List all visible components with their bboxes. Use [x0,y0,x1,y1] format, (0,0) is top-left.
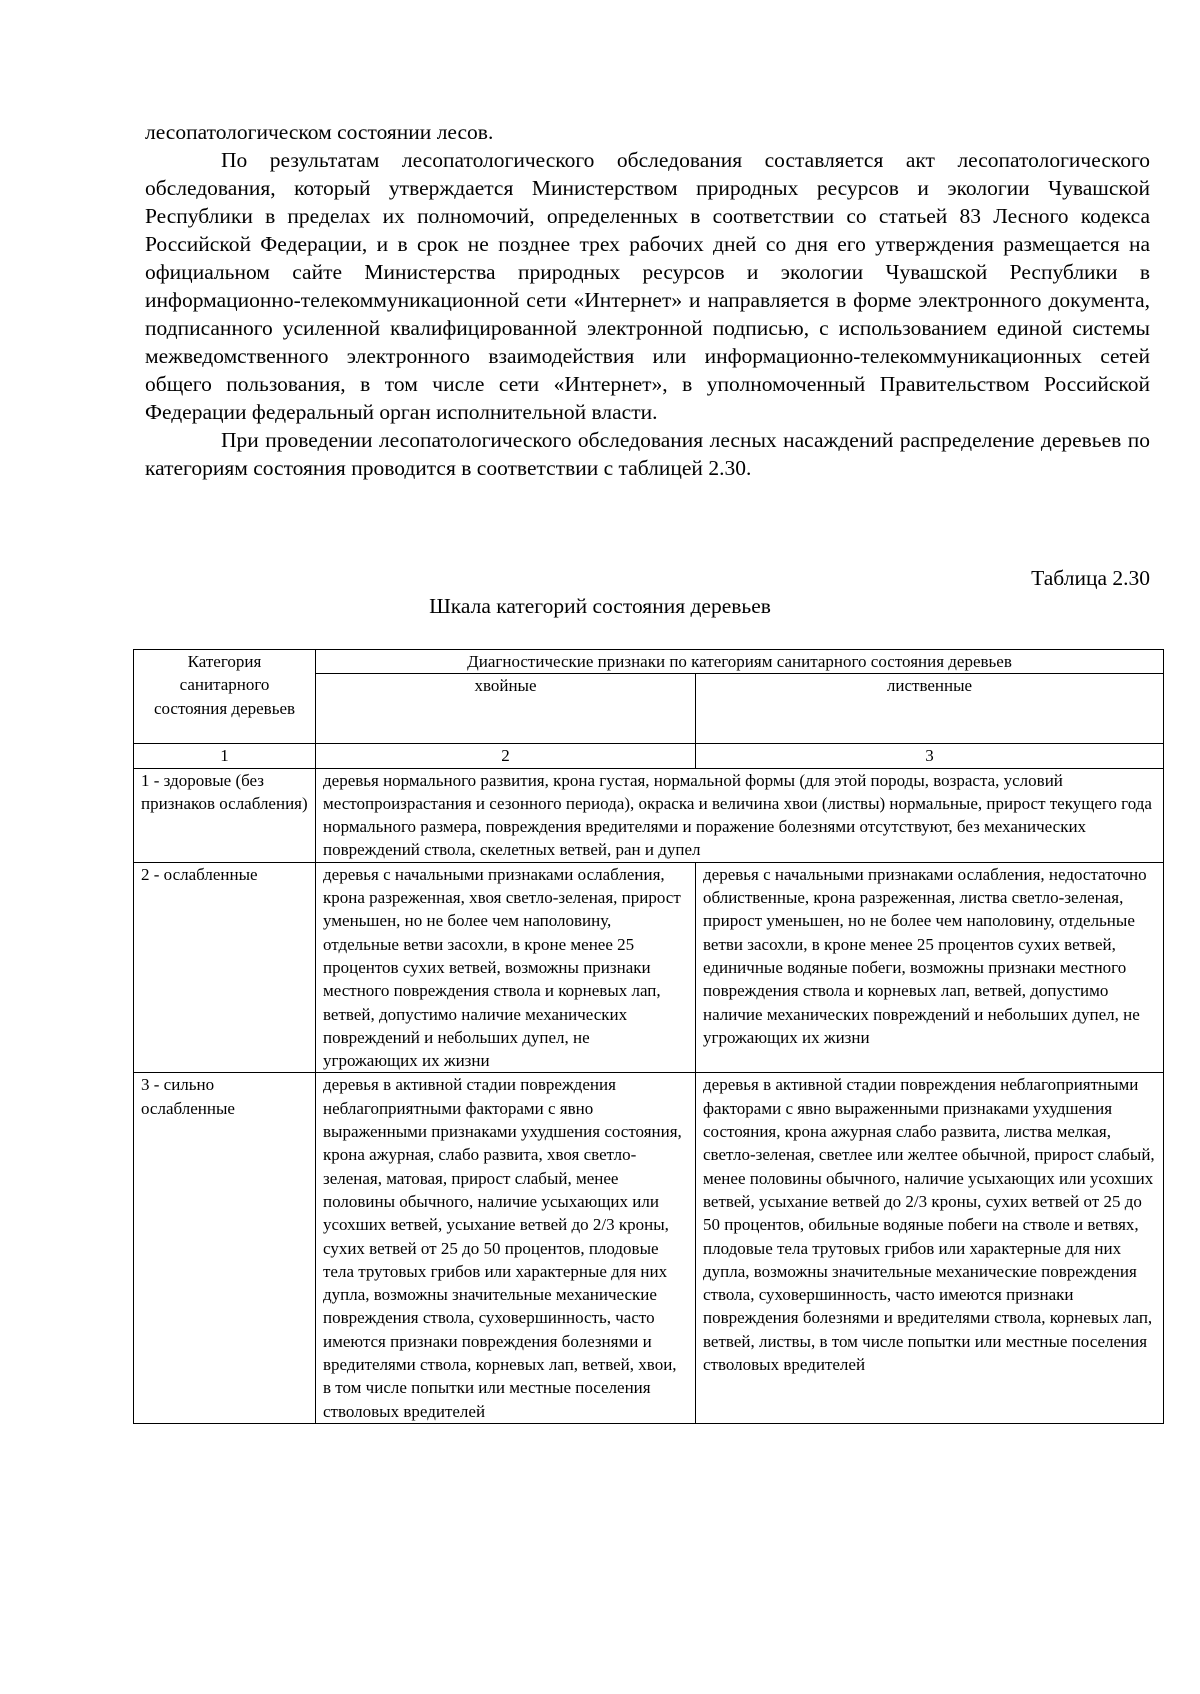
table-row [134,1073,1164,1423]
header-deciduous: лиственные [696,674,1164,744]
paragraph-distribution: При проведении лесопатологического обследования лесных насаждений распределение деревьев по категориям состояния проводится в соответствии с таблицей 2.30. [145,428,1150,480]
header-category: Категория санитарного состояния деревьев [134,650,316,744]
header-diagnostic: Диагностические признаки по категориям санитарного состояния деревьев [316,650,1164,674]
paragraph-act: По результатам лесопатологического обследования составляется акт лесопатологического обследования, который утверждается Министерством природных ресурсов и экологии Чувашской Республики в пределах их полномочий, определенных в соответствии со статьей 83 Лесного кодекса Российской Федерации, и в срок не позднее трех рабочих дней со дня его утверждения размещается на официальном сайте Министерства природных ресурсов и экологии Чувашской Республики в информационно-телекоммуникационной сети «Интернет» и направляется в форме электронного документа, подписанного усиленной квалифицированной электронной подписью, с использованием единой системы межведомственного электронного взаимодействия или информационно-телекоммуникационных сетей общего пользования, в том числе сети «Интернет», в уполномоченный Правительством Российской Федерации федеральный орган исполнительной власти. [145,148,1150,424]
row-common-signs: деревья нормального развития, крона густая, нормальной формы (для этой породы, возраста, условий местопроизрастания и сезонного периода), окраска и величина хвои (листвы) нормальные, прирост текущего года нормального размера, повреждения вредителями и поражение болезнями отсутствуют, без механических повреждений ствола, скелетных ветвей, ран и дупел [316,768,1164,862]
table-row [134,862,1164,1073]
table-title: Шкала категорий состояния деревьев [429,594,771,618]
paragraph-continuation: лесопатологическом состоянии лесов. [145,120,494,144]
row-conifer-signs: деревья с начальными признаками ослабления, крона разреженная, хвоя светло-зеленая, прирост уменьшен, но не более чем наполовину, отдельные ветви засохли, в кроне менее 25 процентов сухих ветвей, возможны признаки местного повреждения ствола и корневых лап, ветвей, допустимо наличие механических повреждений и небольших дупел, не угрожающих их жизни [316,862,696,1073]
row-category: 1 - здоровые (без признаков ослабления) [134,768,316,862]
tree-condition-table [133,649,1164,1424]
column-number-2: 2 [316,744,696,768]
row-category: 2 - ослабленные [134,862,316,1073]
row-deciduous-signs: деревья с начальными признаками ослабления, недостаточно облиственные, крона разреженная, листва светло-зеленая, прирост уменьшен, но не более чем наполовину, отдельные ветви засохли, в кроне менее 25 процентов сухих ветвей, единичные водяные побеги, возможны признаки местного повреждения ствола и корневых лап, ветвей, допустимо наличие механических повреждений и небольших дупел, не угрожающих их жизни [696,862,1164,1073]
row-deciduous-signs: деревья в активной стадии повреждения неблагоприятными факторами с явно выраженными признаками ухудшения состояния, крона ажурная слабо развита, листва мелкая, светло-зеленая, светлее или желтее обычной, прирост слабый, менее половины обычного, наличие усыхающих или усохших ветвей, усыхание ветвей до 2/3 кроны, сухих ветвей от 25 до 50 процентов, обильные водяные побеги на стволе и ветвях, плодовые тела трутовых грибов или характерные для них дупла, возможны значительные механические повреждения ствола, суховершинность, часто имеются признаки повреждения болезнями и вредителями ствола, корневых лап, ветвей, листвы, в том числе попытки или местные поселения стволовых вредителей [696,1073,1164,1423]
column-number-3: 3 [696,744,1164,768]
body-text [145,118,1150,482]
table-header-row [134,650,1164,674]
column-number-1: 1 [134,744,316,768]
table-numbering-row [134,744,1164,768]
table-number: Таблица 2.30 [1031,566,1150,590]
table-row [134,768,1164,862]
row-category: 3 - сильно ослабленные [134,1073,316,1423]
header-conifer: хвойные [316,674,696,744]
row-conifer-signs: деревья в активной стадии повреждения неблагоприятными факторами с явно выраженными признаками ухудшения состояния, крона ажурная, слабо развита, хвоя светло-зеленая, матовая, прирост слабый, менее половины обычного, наличие усыхающих или усохших ветвей, усыхание ветвей до 2/3 кроны, сухих ветвей от 25 до 50 процентов, плодовые тела трутовых грибов или характерные для них дупла, возможны значительные механические повреждения ствола, суховершинность, часто имеются признаки повреждения болезнями и вредителями ствола, корневых лап, ветвей, хвои, в том числе попытки или местные поселения стволовых вредителей [316,1073,696,1423]
